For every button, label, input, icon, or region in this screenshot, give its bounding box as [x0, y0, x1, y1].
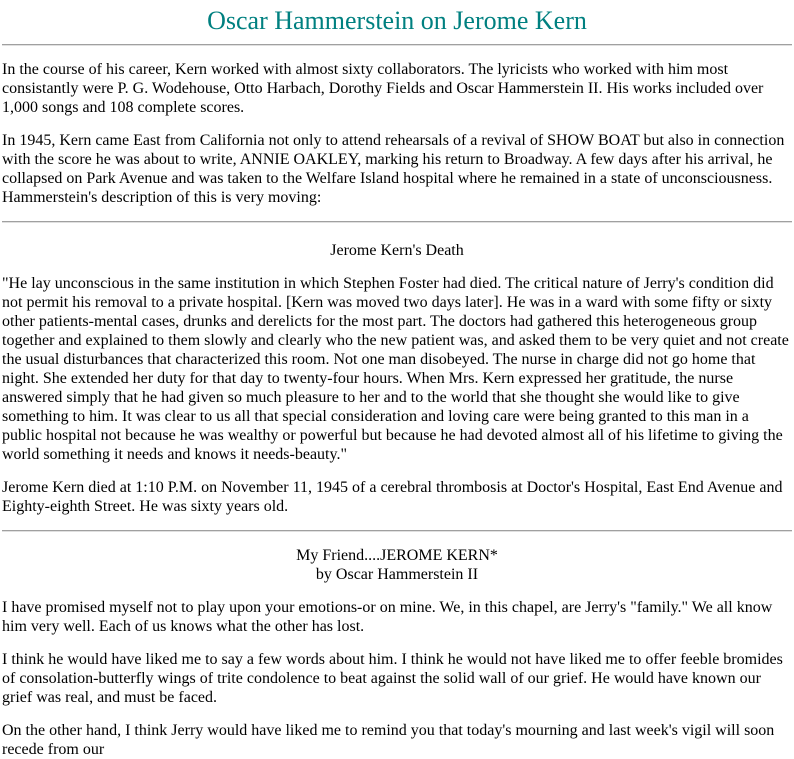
- death-note: Jerome Kern died at 1:10 P.M. on November 11, 1945 of a cerebral thrombosis at Doctor's Hospital, East End Avenue and Eighty-eighth Street. He was sixty years old.: [2, 479, 783, 515]
- page-title: Oscar Hammerstein on Jerome Kern: [207, 6, 587, 35]
- eulogy-paragraph: I think he would have liked me to say a few words about him. I think he would not have liked me to offer feeble bromides of consolation-butterfly wings of trite condolence to beat against the solid wall of our grief. He would have known our grief was real, and must be faced.: [2, 651, 783, 706]
- hammerstein-quote: "He lay unconscious in the same institution in which Stephen Foster had died. The critical nature of Jerry's condition did not permit his removal to a private hospital. [Kern was moved two days later]. He was in a ward with some fifty or sixty other patients-mental cases, drunks and derelicts for the most part. The doctors had gathered this heterogeneous group together and explained to them slowly and clearly who the new patient was, and asked them to be very quiet and not create the usual disturbances that characterized this room. Not one man disobeyed. The nurse in charge did not go home that night. She extended her duty for that day to twenty-four hours. When Mrs. Kern expressed her gratitude, the nurse answered simply that he had given so much pleasure to her and to the world that she thought she would like to give something to him. It was clear to us all that special consideration and loving care were being granted to this man in a public hospital not because he was wealthy or powerful but because he had devoted almost all of his lifetime to giving the world something it needs and knows it needs-beauty.": [2, 275, 789, 463]
- eulogy-paragraph: I have promised myself not to play upon your emotions-or on mine. We, in this chapel, are Jerry's "family." We all know him very well. Each of us knows what the other has lost.: [2, 599, 773, 635]
- divider: [2, 530, 792, 532]
- eulogy-byline: by Oscar Hammerstein II: [315, 566, 479, 583]
- eulogy-paragraph: On the other hand, I think Jerry would have liked me to remind you that today's mourning and last week's vigil will soon recede from our: [2, 722, 775, 758]
- eulogy-heading: My Friend....JEROME KERN*: [296, 547, 498, 564]
- page-content: [0, 6, 794, 759]
- intro-paragraph: In 1945, Kern came East from California not only to attend rehearsals of a revival of SHOW BOAT but also in connection with the score he was about to write, ANNIE OAKLEY, marking his return to Broadway. A few days after his arrival, he collapsed on Park Avenue and was taken to the Welfare Island hospital where he remained in a state of unconsciousness. Hammerstein's description of this is very moving:: [2, 132, 785, 206]
- death-section-heading: Jerome Kern's Death: [330, 242, 464, 259]
- divider: [2, 221, 792, 223]
- intro-paragraph: In the course of his career, Kern worked with almost sixty collaborators. The lyricists who worked with him most consistantly were P. G. Wodehouse, Otto Harbach, Dorothy Fields and Oscar Hammerstein II. His works included over 1,000 songs and 108 complete scores.: [2, 61, 764, 116]
- divider: [2, 44, 792, 46]
